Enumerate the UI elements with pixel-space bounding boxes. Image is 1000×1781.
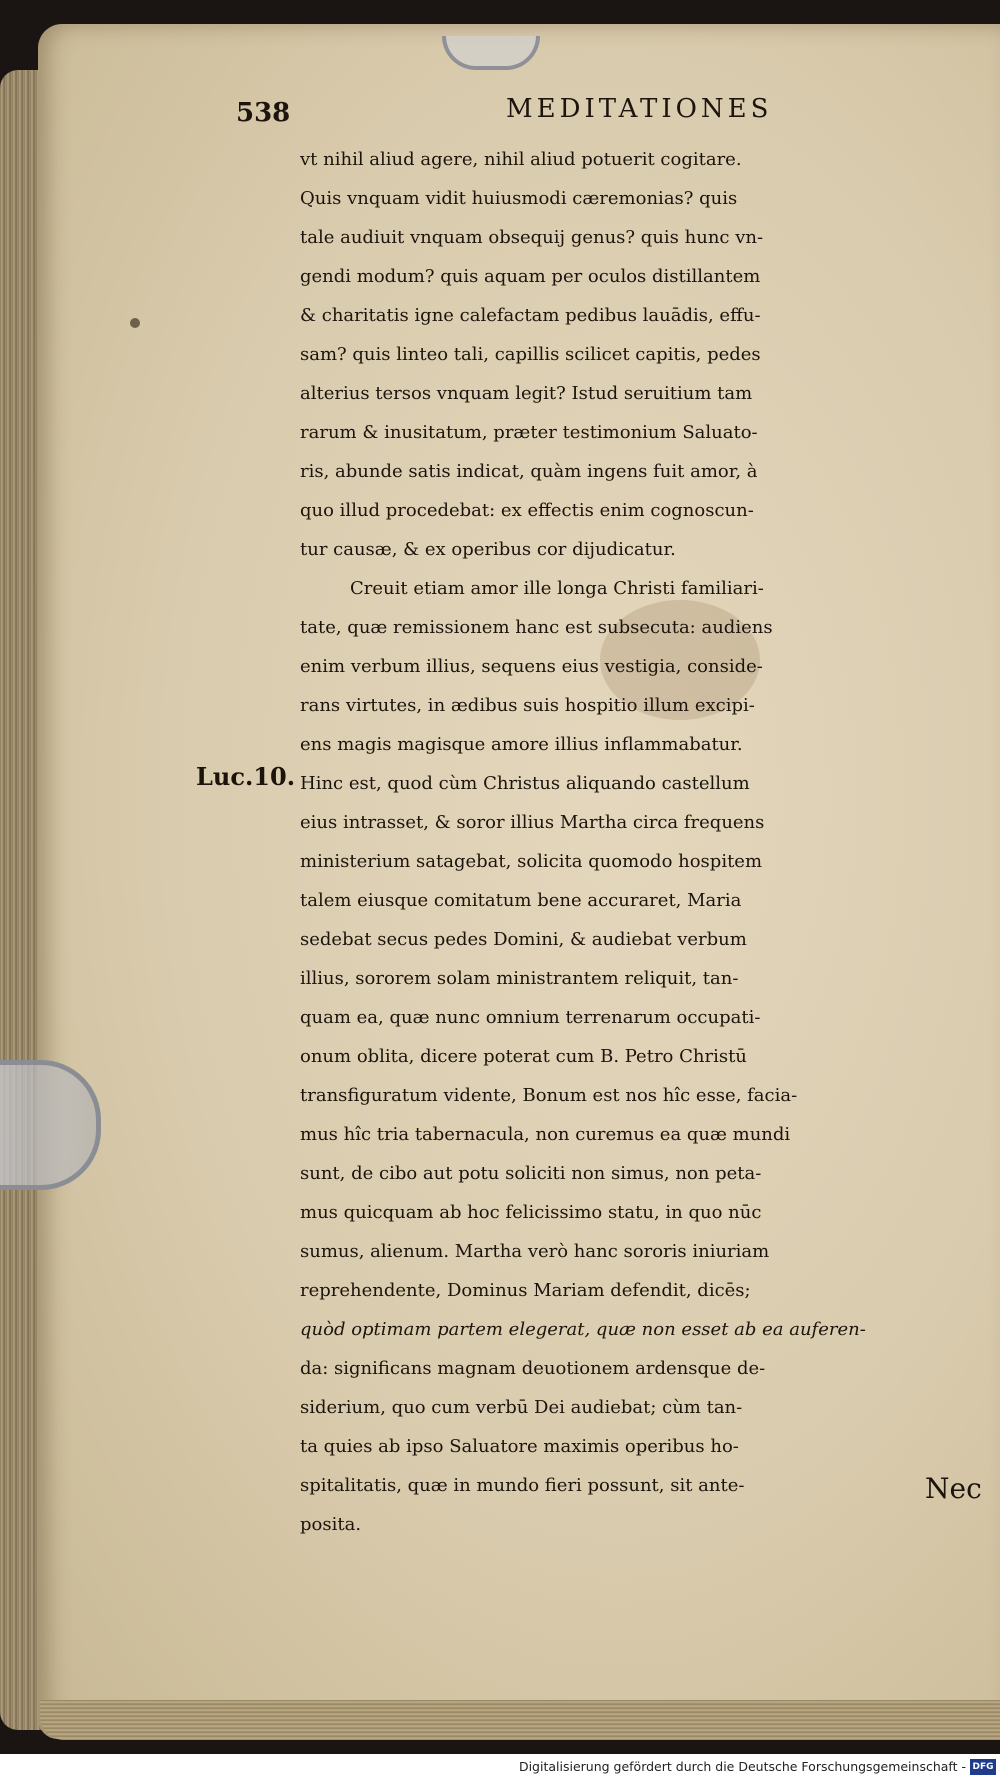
text-line: spitalitatis, quæ in mundo fieri possunt, sit ante-: [300, 1475, 745, 1496]
text-line: alterius tersos vnquam legit? Istud seruitium tam: [300, 383, 753, 404]
text-line: quam ea, quæ nunc omnium terrenarum occupati-: [300, 1007, 761, 1028]
ink-spot: [130, 318, 140, 328]
text-line: talem eiusque comitatum bene accuraret, Maria: [300, 890, 742, 911]
text-line: ens magis magisque amore illius inflammabatur.: [300, 734, 743, 755]
text-line: tale audiuit vnquam obsequij genus? quis hunc vn-: [300, 227, 764, 248]
text-line: da: significans magnam deuotionem ardensque de-: [300, 1358, 766, 1379]
body-text: [300, 140, 1000, 1544]
text-line: quòd optimam partem elegerat, quæ non esset ab ea auferen-: [300, 1319, 866, 1340]
text-line: sam? quis linteo tali, capillis scilicet capitis, pedes: [300, 344, 761, 365]
text-line: & charitatis igne calefactam pedibus lauādis, effu-: [300, 305, 761, 326]
text-line: Quis vnquam vidit huiusmodi cæremonias? quis: [300, 188, 738, 209]
text-line: vt nihil aliud agere, nihil aliud potuerit cogitare.: [300, 149, 742, 170]
text-line: sumus, alienum. Martha verò hanc sororis iniuriam: [300, 1241, 770, 1262]
text-line: mus quicquam ab hoc felicissimo statu, in quo nūc: [300, 1202, 762, 1223]
text-line: transfiguratum vidente, Bonum est nos hîc esse, facia-: [300, 1085, 798, 1106]
text-line: reprehendente, Dominus Mariam defendit, dicēs;: [300, 1280, 751, 1301]
catchword: Nec: [925, 1472, 982, 1505]
digitization-footer: [0, 1754, 1000, 1781]
text-line: Creuit etiam amor ille longa Christi familiari-: [350, 578, 764, 599]
text-line: mus hîc tria tabernacula, non curemus ea quæ mundi: [300, 1124, 791, 1145]
text-line: rarum & inusitatum, præter testimonium Saluato-: [300, 422, 758, 443]
text-line: rans virtutes, in ædibus suis hospitio illum excipi-: [300, 695, 755, 716]
text-line: siderium, quo cum verbū Dei audiebat; cùm tan-: [300, 1397, 743, 1418]
marginal-reference: Luc.10.: [196, 762, 296, 791]
funding-credit: Digitalisierung gefördert durch die Deutsche Forschungsgemeinschaft -: [518, 1759, 966, 1774]
text-line: sunt, de cibo aut potu soliciti non simus, non peta-: [300, 1163, 762, 1184]
book-bottom-edges: [40, 1700, 1000, 1740]
text-line: tate, quæ remissionem hanc est subsecuta: audiens: [300, 617, 773, 638]
text-line: Hinc est, quod cùm Christus aliquando castellum: [300, 773, 750, 794]
dfg-logo-icon: DFG: [970, 1759, 996, 1775]
text-line: posita.: [300, 1514, 362, 1535]
text-line: eius intrasset, & soror illius Martha circa frequens: [300, 812, 765, 833]
text-line: quo illud procedebat: ex effectis enim cognoscun-: [300, 500, 754, 521]
text-line: onum oblita, dicere poterat cum B. Petro Christū: [300, 1046, 747, 1067]
text-line: enim verbum illius, sequens eius vestigia, conside-: [300, 656, 763, 677]
text-line: tur causæ, & ex operibus cor dijudicatur.: [300, 539, 676, 560]
text-line: gendi modum? quis aquam per oculos distillantem: [300, 266, 761, 287]
text-line: ris, abunde satis indicat, quàm ingens fuit amor, à: [300, 461, 758, 482]
running-head: MEDITATIONES: [506, 94, 773, 124]
page-header: [236, 94, 936, 134]
text-line: sedebat secus pedes Domini, & audiebat verbum: [300, 929, 747, 950]
page-number: 538: [236, 98, 291, 128]
text-line: ministerium satagebat, solicita quomodo hospitem: [300, 851, 763, 872]
text-line: illius, sororem solam ministrantem reliquit, tan-: [300, 968, 739, 989]
text-line: ta quies ab ipso Saluatore maximis operibus ho-: [300, 1436, 739, 1457]
